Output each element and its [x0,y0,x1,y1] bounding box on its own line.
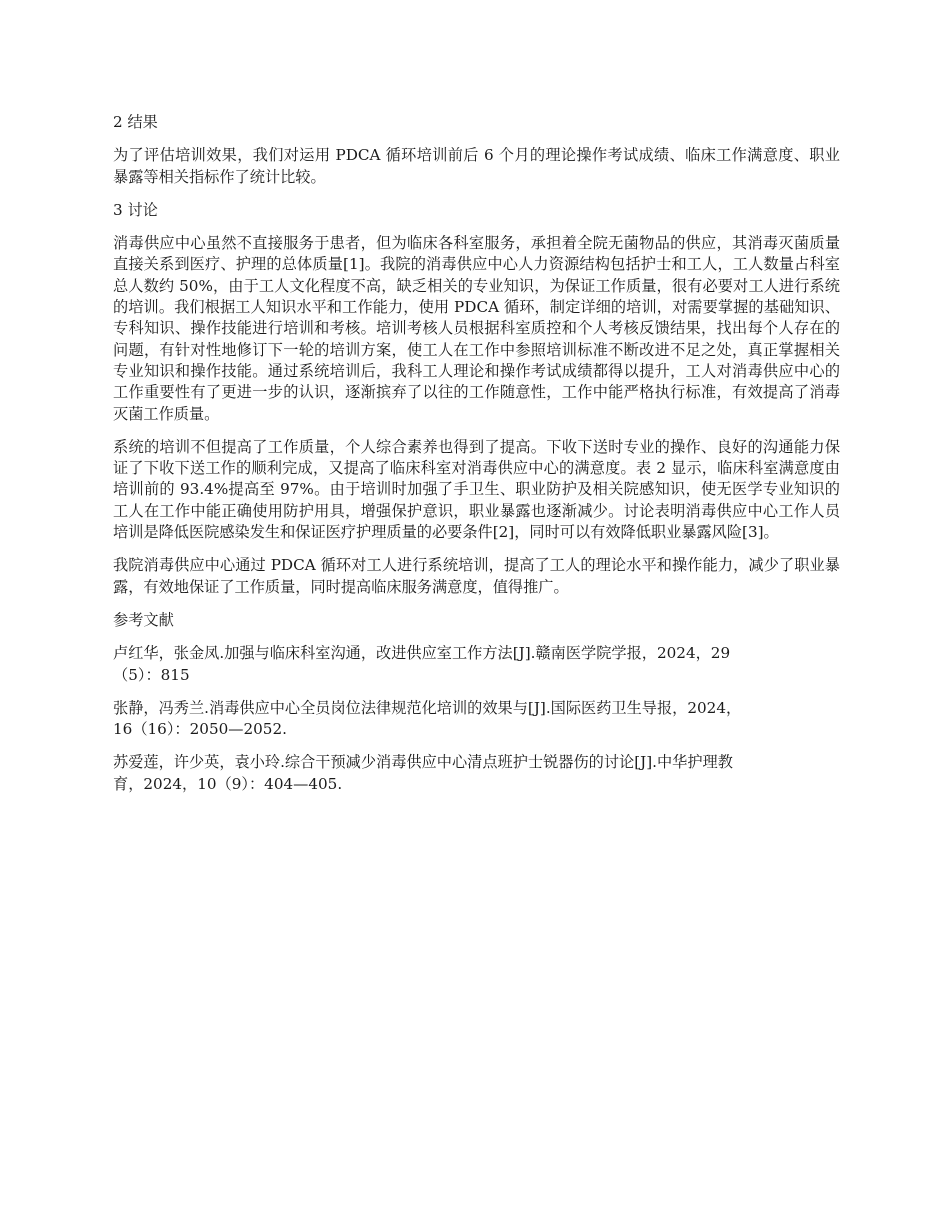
results-heading: 2 结果 [113,113,158,131]
reference-list [113,643,840,795]
reference-item: 苏爱莲，许少英，袁小玲.综合干预减少消毒供应中心清点班护士锐器伤的讨论[J].中华护理教育，2024，10（9）：404—405. [113,753,733,793]
reference-item: 卢红华，张金凤.加强与临床科室沟通，改进供应室工作方法[J].赣南医学院学报，2024，29（5）：815 [113,644,731,684]
discussion-paragraph-3: 我院消毒供应中心通过 PDCA 循环对工人进行系统培训，提高了工人的理论水平和操作能力，减少了职业暴露，有效地保证了工作质量，同时提高临床服务满意度，值得推广。 [113,556,840,596]
discussion-paragraph-2: 系统的培训不但提高了工作质量，个人综合素养也得到了提高。下收下送时专业的操作、良好的沟通能力保证了下收下送工作的顺利完成，又提高了临床科室对消毒供应中心的满意度。表 2 显示，临床科室满意度由培训前的 93.4%提高至 97%。由于培训时加强了手卫生、职业防护及相关院感知识，使无医学专业知识的工人在工作中能正确使用防护用具，增强保护意识，职业暴露也逐渐减少。讨论表明消毒供应中心工作人员培训是降低医院感染发生和保证医疗护理质量的必要条件[2]，同时可以有效降低职业暴露风险[3]。 [113,437,840,542]
references-heading: 参考文献 [113,610,174,629]
reference-item: 张静，冯秀兰.消毒供应中心全员岗位法律规范化培训的效果与[J].国际医药卫生导报，2024，16（16）：2050—2052. [113,698,742,739]
document-page [113,112,840,807]
discussion-paragraph-1: 消毒供应中心虽然不直接服务于患者，但为临床各科室服务，承担着全院无菌物品的供应，其消毒灭菌质量直接关系到医疗、护理的总体质量[1]。我院的消毒供应中心人力资源结构包括护士和工人，工人数量占科室总人数约 50%，由于工人文化程度不高，缺乏相关的专业知识，为保证工作质量，很有必要对工人进行系统的培训。我们根据工人知识水平和工作能力，使用 PDCA 循环，制定详细的培训，对需要掌握的基础知识、专科知识、操作技能进行培训和考核。培训考核人员根据科室质控和个人考核反馈结果，找出每个人存在的问题，有针对性地修订下一轮的培训方案，使工人在工作中参照培训标准不断改进不足之处，真正掌握相关专业知识和操作技能。通过系统培训后，我科工人理论和操作考试成绩都得以提升，工人对消毒供应中心的工作重要性有了更进一步的认识，逐渐摈弃了以往的工作随意性，工作中能严格执行标准，有效提高了消毒灭菌工作质量。 [113,234,840,423]
results-section [113,112,840,188]
discussion-section [113,200,840,598]
discussion-heading: 3 讨论 [113,200,158,219]
references-section [113,610,840,795]
results-paragraph: 为了评估培训效果，我们对运用 PDCA 循环培训前后 6 个月的理论操作考试成绩、临床工作满意度、职业暴露等相关指标作了统计比较。 [113,146,840,186]
